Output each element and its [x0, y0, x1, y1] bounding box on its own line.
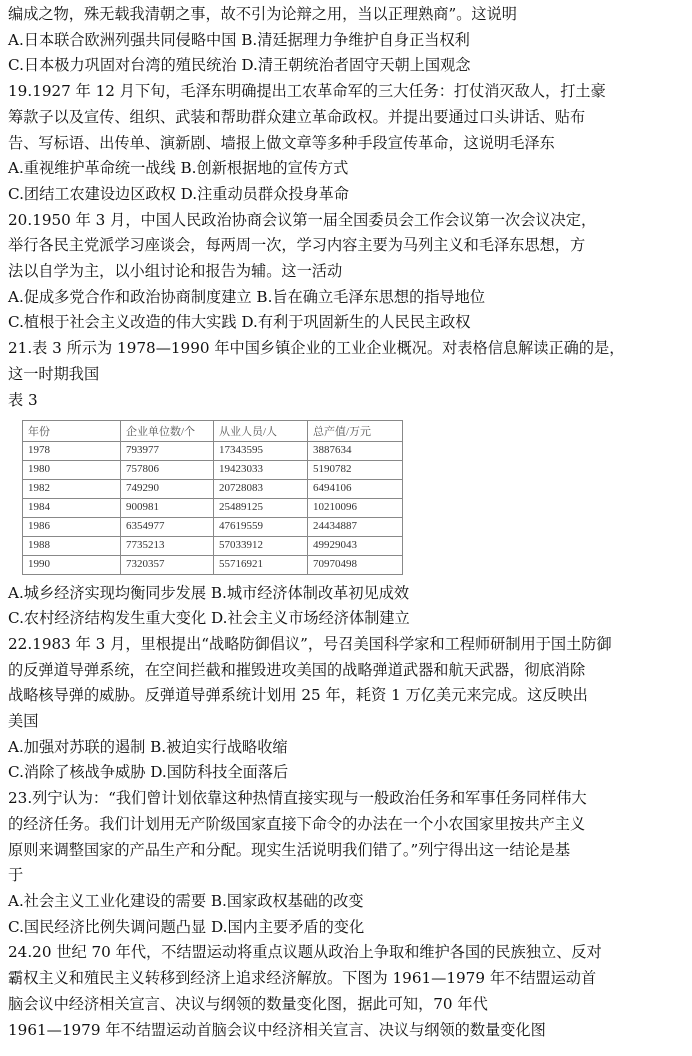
- question-19: [8, 79, 684, 208]
- q23-options-cd: C.国民经济比例失调问题凸显 D.国内主要矛盾的变化: [8, 917, 365, 936]
- cell-enterprise-count: 793977: [121, 441, 214, 460]
- q22-options-ab: A.加强对苏联的遏制 B.被迫实行战略收缩: [8, 737, 288, 756]
- cell-year: 1988: [23, 536, 121, 555]
- cell-enterprise-count: 757806: [121, 460, 214, 479]
- cell-employees: 20728083: [214, 479, 308, 498]
- q19-options-ab: A.重视维护革命统一战线 B.创新根据地的宣传方式: [8, 159, 349, 178]
- q19-stem-line-3: 告、写标语、出传单、演新剧、墙报上做文章等多种手段宣传革命，这说明毛泽东: [8, 133, 555, 152]
- q19-stem-line-1: 19.1927 年 12 月下旬，毛泽东明确提出工农革命军的三大任务：打仗消灭敌人，打土豪: [8, 82, 606, 101]
- q23-options-ab: A.社会主义工业化建设的需要 B.国家政权基础的改变: [8, 891, 364, 910]
- q20-options-cd: C.植根于社会主义改造的伟大实践 D.有利于巩固新生的人民民主政权: [8, 313, 471, 332]
- question-21: [8, 336, 684, 632]
- q22-stem-line-1: 22.1983 年 3 月，里根提出“战略防御倡议”，号召美国科学家和工程师研制用于国土防御: [8, 634, 612, 653]
- header-employees: 从业人员/人: [214, 420, 308, 441]
- cell-output-value: 3887634: [308, 441, 403, 460]
- question-24: [8, 940, 684, 1043]
- cell-employees: 47619559: [214, 517, 308, 536]
- table-row: [23, 479, 403, 498]
- question-23: [8, 786, 684, 940]
- cell-year: 1986: [23, 517, 121, 536]
- cell-year: 1984: [23, 498, 121, 517]
- table-row: [23, 460, 403, 479]
- q21-options-ab: A.城乡经济实现均衡同步发展 B.城市经济体制改革初见成效: [8, 583, 410, 602]
- cell-year: 1982: [23, 479, 121, 498]
- q18-stem-line: 编成之物，殊无载我清朝之事，故不引为论辩之用，当以正理熟商”。这说明: [8, 5, 517, 23]
- header-output-value: 总产值/万元: [308, 420, 403, 441]
- q21-stem-line-1: 21.表 3 所示为 1978—1990 年中国乡镇企业的工业企业概况。对表格信息解读正确的是，: [8, 339, 625, 358]
- cell-year: 1990: [23, 555, 121, 574]
- cell-enterprise-count: 749290: [121, 479, 214, 498]
- cell-employees: 55716921: [214, 555, 308, 574]
- q19-stem-line-2: 筹款子以及宣传、组织、武装和帮助群众建立革命政权。并提出要通过口头讲话、贴布: [8, 107, 586, 126]
- cell-output-value: 6494106: [308, 479, 403, 498]
- header-enterprise-count: 企业单位数/个: [121, 420, 214, 441]
- cell-output-value: 70970498: [308, 555, 403, 574]
- table-row: [23, 555, 403, 574]
- question-22: [8, 632, 684, 786]
- table-row: [23, 536, 403, 555]
- cell-enterprise-count: 6354977: [121, 517, 214, 536]
- q20-options-ab: A.促成多党合作和政治协商制度建立 B.旨在确立毛泽东思想的指导地位: [8, 287, 486, 306]
- q21-options-cd: C.农村经济结构发生重大变化 D.社会主义市场经济体制建立: [8, 609, 410, 628]
- cell-output-value: 24434887: [308, 517, 403, 536]
- cell-employees: 19423033: [214, 460, 308, 479]
- q22-stem-line-2: 的反弹道导弹系统，在空间拦截和摧毁进攻美国的战略弹道武器和航天武器，彻底消除: [8, 660, 586, 679]
- q24-stem-line-3: 脑会议中经济相关宣言、决议与纲领的数量变化图，据此可知，70 年代: [8, 994, 488, 1013]
- township-enterprise-table: [22, 420, 403, 575]
- cell-output-value: 5190782: [308, 460, 403, 479]
- cell-employees: 17343595: [214, 441, 308, 460]
- q19-options-cd: C.团结工农建设边区政权 D.注重动员群众投身革命: [8, 184, 349, 203]
- q24-stem-line-2: 霸权主义和殖民主义转移到经济上追求经济解放。下图为 1961—1979 年不结盟运动首: [8, 969, 597, 988]
- q20-stem-line-2: 举行各民主党派学习座谈会，每两周一次，学习内容主要为马列主义和毛泽东思想，方: [8, 236, 586, 255]
- q23-stem-line-4: 于: [8, 866, 24, 885]
- question-20: [8, 208, 684, 337]
- cell-enterprise-count: 7735213: [121, 536, 214, 555]
- header-year: 年份: [23, 420, 121, 441]
- q23-stem-line-2: 的经济任务。我们计划用无产阶级国家直接下命令的办法在一个小农国家里按共产主义: [8, 814, 586, 833]
- q23-stem-line-1: 23.列宁认为：“我们曾计划依靠这种热情直接实现与一般政治任务和军事任务同样伟大: [8, 789, 587, 808]
- cell-employees: 57033912: [214, 536, 308, 555]
- q18-options-ab: A.日本联合欧洲列强共同侵略中国 B.清廷据理力争维护自身正当权利: [8, 30, 470, 49]
- q22-stem-line-4: 美国: [8, 712, 39, 731]
- q18-tail: [8, 2, 684, 79]
- cell-enterprise-count: 7320357: [121, 555, 214, 574]
- q23-stem-line-3: 原则来调整国家的产品生产和分配。现实生活说明我们错了。”列宁得出这一结论是基: [8, 840, 571, 859]
- q24-stem-line-1: 24.20 世纪 70 年代，不结盟运动将重点议题从政治上争取和维护各国的民族独立、反对: [8, 943, 602, 962]
- table-row: [23, 441, 403, 460]
- table-row: [23, 498, 403, 517]
- q20-stem-line-1: 20.1950 年 3 月，中国人民政治协商会议第一届全国委员会工作会议第一次会议决定，: [8, 210, 597, 229]
- cell-output-value: 10210096: [308, 498, 403, 517]
- cell-year: 1978: [23, 441, 121, 460]
- q24-figure-caption: 1961—1979 年不结盟运动首脑会议中经济相关宣言、决议与纲领的数量变化图: [8, 1020, 546, 1039]
- cell-year: 1980: [23, 460, 121, 479]
- table-row: [23, 517, 403, 536]
- table-header-row: [23, 420, 403, 441]
- q22-stem-line-3: 战略核导弹的威胁。反弹道导弹系统计划用 25 年，耗资 1 万亿美元来完成。这反映出: [8, 686, 588, 705]
- table-caption: 表 3: [8, 390, 38, 409]
- cell-employees: 25489125: [214, 498, 308, 517]
- q22-options-cd: C.消除了核战争威胁 D.国防科技全面落后: [8, 763, 289, 782]
- q21-stem-line-2: 这一时期我国: [8, 364, 100, 383]
- q20-stem-line-3: 法以自学为主，以小组讨论和报告为辅。这一活动: [8, 262, 343, 281]
- cell-enterprise-count: 900981: [121, 498, 214, 517]
- cell-output-value: 49929043: [308, 536, 403, 555]
- q18-options-cd: C.日本极力巩固对台湾的殖民统治 D.清王朝统治者固守天朝上国观念: [8, 56, 471, 75]
